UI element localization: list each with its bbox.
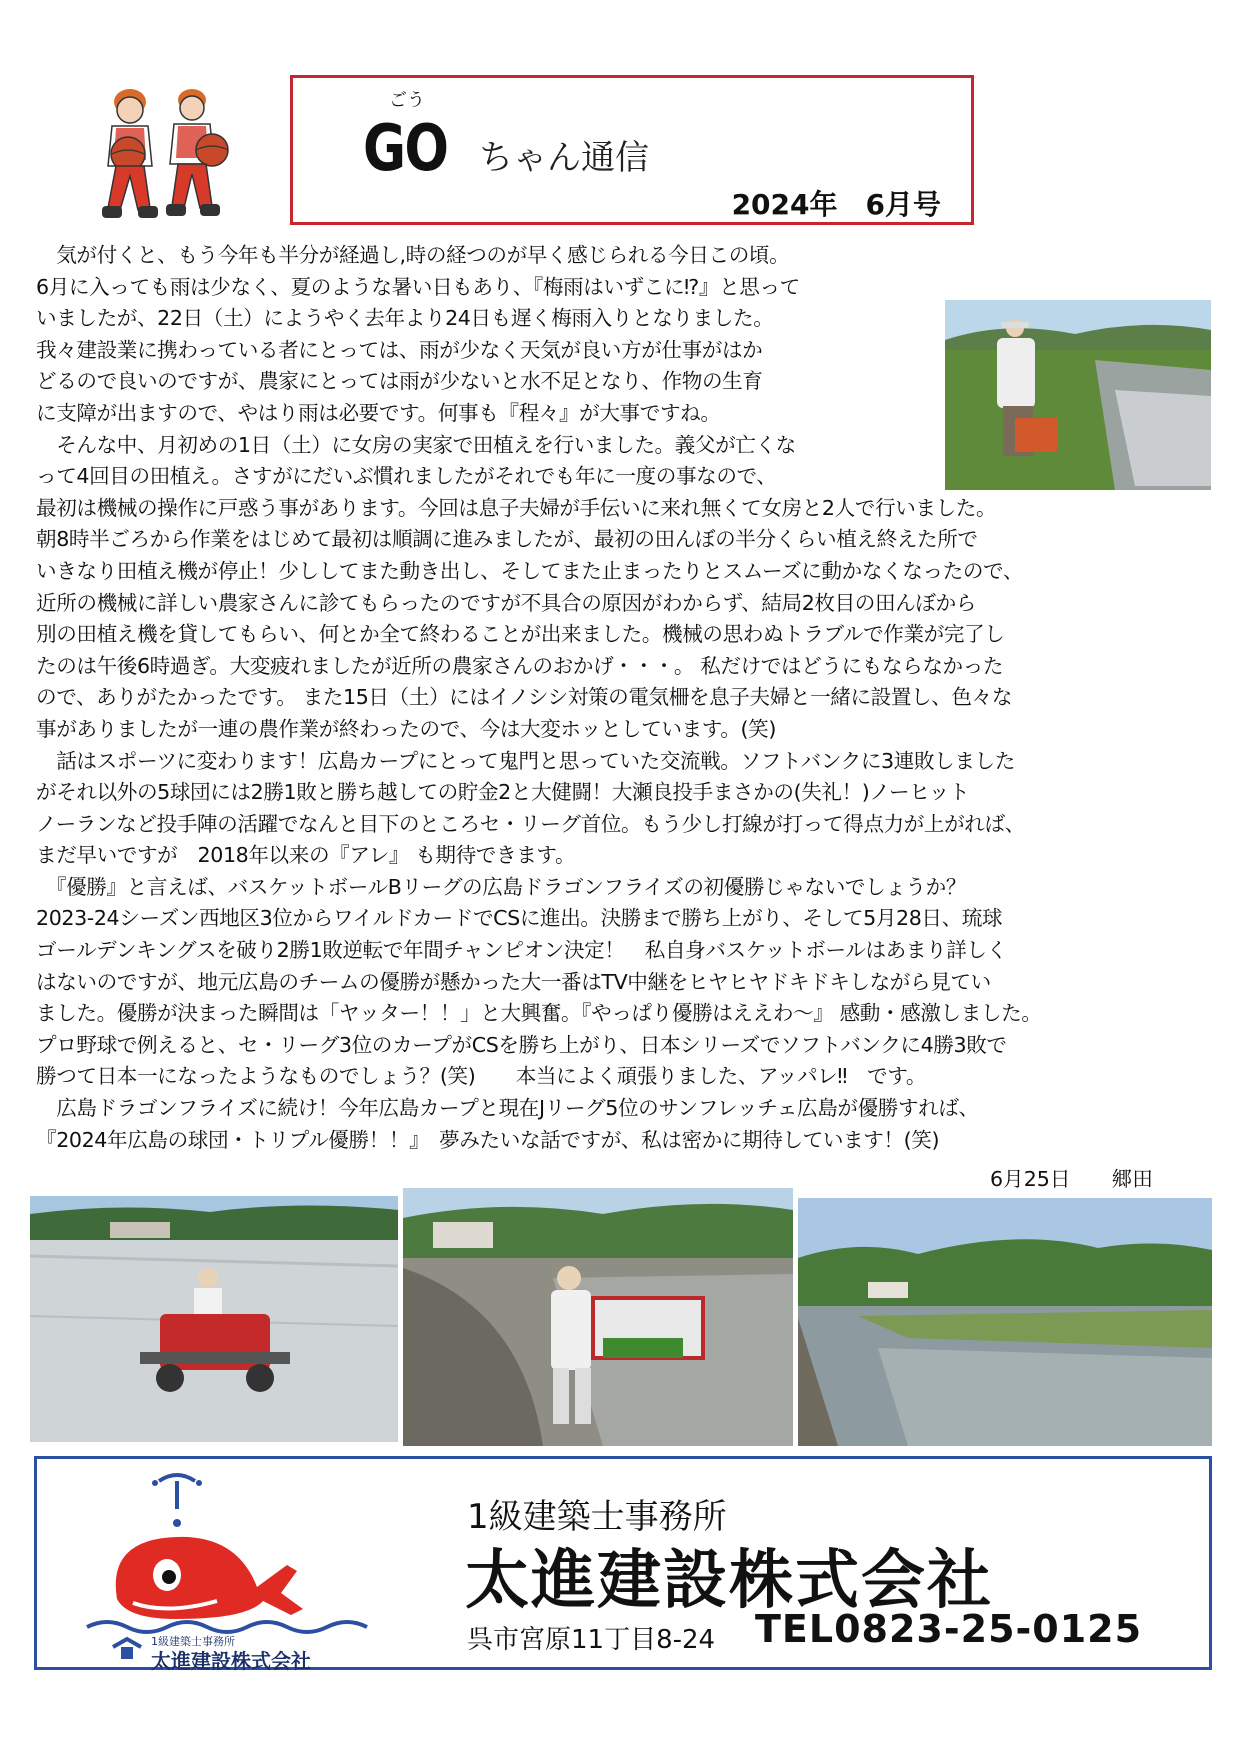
article-line: 2023-24シーズン西地区3位からワイルドカードでCSに進出。決勝まで勝ち上がり、そして5月28日、琉球 bbox=[36, 906, 1003, 931]
article-line: がそれ以外の5球団には2勝1敗と勝ち越しての貯金2と大健闘！大瀬良投手まさかの(失礼！)ノーヒット bbox=[36, 780, 970, 805]
article-line: 最初は機械の操作に戸惑う事があります。今回は息子夫婦が手伝いに来れ無くて女房と2人で行いました。 bbox=[36, 495, 997, 520]
whale-logo bbox=[67, 1469, 397, 1673]
article-line: 別の田植え機を貸してもらい、何とか全て終わることが出来ました。機械の思わぬトラブルで作業が完了し bbox=[36, 622, 1005, 647]
signature-date: 6月25日 郷田 bbox=[990, 1167, 1153, 1191]
article-line: 近所の機械に詳しい農家さんに診てもらったのですが不具合の原因がわからず、結局2枚目の田んぼから bbox=[36, 590, 976, 615]
rice-paddy-photo bbox=[798, 1198, 1212, 1446]
company-address: 呉市宮原11丁目8-24 bbox=[467, 1625, 716, 1655]
newsletter-title-box bbox=[290, 75, 974, 225]
article-line: 我々建設業に携わっている者にとっては、雨が少なく天気が良い方が仕事がはか bbox=[36, 337, 763, 362]
article-line: ノーランなど投手陣の活躍でなんと目下のところセ・リーグ首位。もう少し打線が打って得点力が上がれば、 bbox=[36, 811, 1025, 836]
article-line: 朝8時半ごろから作業をはじめて最初は順調に進みましたが、最初の田んぼの半分くらい植え終えた所で bbox=[36, 527, 978, 552]
article-line: 6月に入っても雨は少なく、夏のような暑い日もあり、『梅雨はいずこに⁉』と思って bbox=[36, 274, 800, 299]
article-line: ので、ありがたかったです。 また15日（土）にはイノシシ対策の電気柵を息子夫婦と一緒に設置し、色々な bbox=[36, 685, 1013, 710]
article-line: って4回目の田植え。さすがにだいぶ慣れましたがそれでも年に一度の事なので、 bbox=[36, 464, 777, 489]
article-line: いきなり田植え機が停止！少ししてまた動き出し、そしてまた止まったりとスムーズに動かなくなったので、 bbox=[36, 558, 1024, 583]
article-line: 話はスポーツに変わります！広島カープにとって鬼門と思っていた交流戦。ソフトバンクに3連敗しました bbox=[36, 748, 1015, 773]
article-body bbox=[36, 240, 1206, 1156]
title-go: GO bbox=[363, 112, 448, 186]
article-line: 広島ドラゴンフライズに続け！今年広島カープと現在Jリーグ5位のサンフレッチェ広島が優勝すれば、 bbox=[36, 1096, 979, 1121]
rice-planting-photo-1 bbox=[30, 1196, 398, 1442]
rice-planting-photo-2 bbox=[403, 1188, 793, 1446]
issue-date: 2024年 6月号 bbox=[731, 188, 941, 221]
title-ruby: ごう bbox=[389, 90, 425, 111]
article-line: そんな中、月初めの1日（土）に女房の実家で田植えを行いました。義父が亡くな bbox=[36, 432, 796, 457]
article-line: どるので良いのですが、農家にとっては雨が少ないと水不足となり、作物の生育 bbox=[36, 369, 763, 394]
article-line: ゴールデンキングスを破り2勝1敗逆転で年間チャンピオン決定！ 私自身バスケットボールはあまり詳しく bbox=[36, 938, 1007, 963]
company-tel: TEL0823-25-0125 bbox=[755, 1607, 1143, 1651]
logo-small-text: 1級建築士事務所 bbox=[151, 1635, 235, 1648]
article-line: はないのですが、地元広島のチームの優勝が懸かった大一番はTV中継をヒヤヒヤドキドキしながら見てい bbox=[36, 969, 991, 994]
article-line: いましたが、22日（土）にようやく去年より24日も遅く梅雨入りとなりました。 bbox=[36, 306, 774, 331]
article-line: プロ野球で例えると、セ・リーグ3位のカープがCSを勝ち上がり、日本シリーズでソフトバンクに4勝3敗で bbox=[36, 1032, 1007, 1057]
article-line: 『優勝』と言えば、バスケットボールBリーグの広島ドラゴンフライズの初優勝じゃないでしょうか？ bbox=[36, 874, 967, 899]
company-name: 太進建設株式会社 bbox=[465, 1544, 993, 1618]
article-line: 気が付くと、もう今年も半分が経過し,時の経つのが早く感じられる今日この頃。 bbox=[36, 243, 790, 267]
article-line: 事がありましたが一連の農作業が終わったので、今は大変ホッとしています。(笑) bbox=[36, 716, 776, 741]
article-line: たのは午後6時過ぎ。大変疲れましたが近所の農家さんのおかげ・・・。 私だけではどうにもならなかった bbox=[36, 653, 1004, 678]
article-line: まだ早いですが 2018年以来の『アレ』 も期待できます。 bbox=[36, 843, 576, 868]
article-line: 『2024年広島の球団・トリプル優勝！！』 夢みたいな話ですが、私は密かに期待しています！(笑) bbox=[36, 1127, 940, 1152]
article-line: 勝つて日本一になったようなものでしょう？(笑) 本当によく頑張りました、アッパレ‼ です。 bbox=[36, 1064, 927, 1089]
newsletter-title: ちゃん通信 bbox=[479, 138, 649, 178]
basketball-players-illustration bbox=[72, 80, 252, 228]
logo-company-text: 太進建設株式会社 bbox=[151, 1649, 311, 1673]
article-line: ました。優勝が決まった瞬間は「ヤッター！！」と大興奮。『やっぱり優勝はええわ～』 感動・感激しました。 bbox=[36, 1001, 1042, 1026]
office-type: 1級建築士事務所 bbox=[467, 1497, 727, 1537]
company-footer bbox=[34, 1456, 1212, 1673]
article-line: に支障が出ますので、やはり雨は必要です。何事も『程々』が大事ですね。 bbox=[36, 400, 721, 425]
